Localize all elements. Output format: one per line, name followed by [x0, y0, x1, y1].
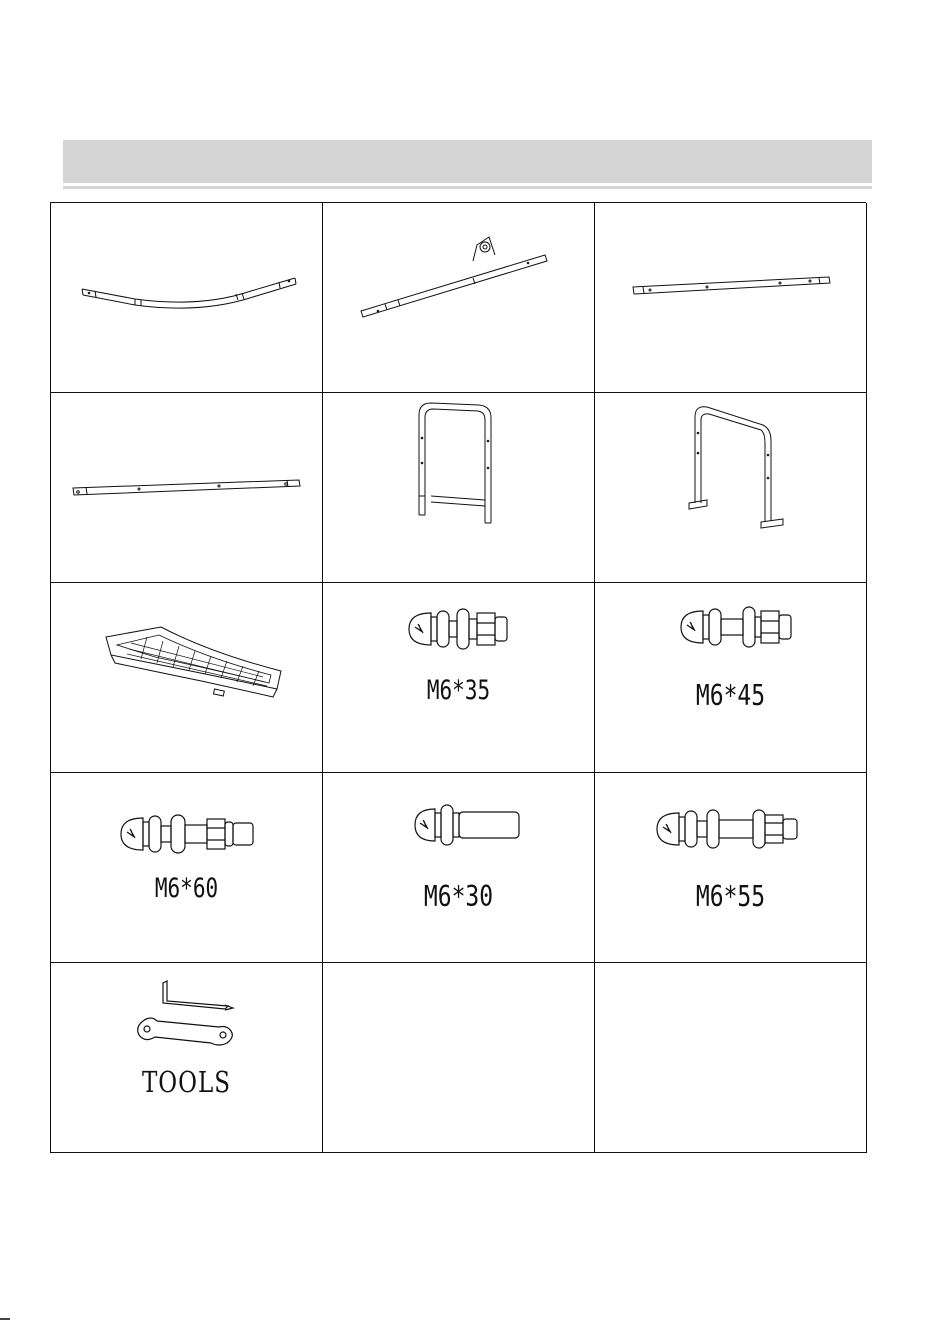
part-label-m6-30: M6*30: [423, 880, 494, 914]
u-frame-drawing: [323, 393, 594, 582]
part-label-m6-55: M6*55: [695, 880, 766, 914]
part-cell-u-frame: [323, 393, 595, 583]
bolt-m6-45-drawing: [595, 583, 866, 772]
part-cell-bracket-tube: [323, 203, 595, 393]
part-cell-bolt-m6-30: [323, 773, 595, 963]
part-cell-u-frame-feet: [595, 393, 867, 583]
part-cell-empty-1: [323, 963, 595, 1153]
tools-drawing: [51, 963, 322, 1152]
u-frame-feet-drawing: [595, 393, 866, 582]
parts-grid: [50, 202, 866, 1153]
part-cell-bolt-m6-45: [595, 583, 867, 773]
page-edge-mark: [0, 1318, 10, 1320]
bolt-m6-60-drawing: [51, 773, 322, 962]
section-header-bar: [63, 140, 872, 183]
part-cell-bolt-m6-55: [595, 773, 867, 963]
straight-bar-1-drawing: [595, 203, 866, 392]
part-cell-tools: [51, 963, 323, 1153]
bolt-m6-30-drawing: [323, 773, 594, 962]
part-cell-curved-tube: [51, 203, 323, 393]
part-cell-straight-bar-2: [51, 393, 323, 583]
part-cell-bolt-m6-60: [51, 773, 323, 963]
part-cell-empty-2: [595, 963, 867, 1153]
part-cell-bolt-m6-35: [323, 583, 595, 773]
bracket-tube-drawing: [323, 203, 594, 392]
step-pedal-drawing: [51, 583, 322, 772]
part-cell-straight-bar-1: [595, 203, 867, 393]
part-label-m6-35: M6*35: [426, 675, 491, 705]
section-header-rule: [63, 186, 872, 189]
part-cell-step-pedal: [51, 583, 323, 773]
part-label-m6-60: M6*60: [154, 873, 219, 903]
part-label-tools: TOOLS: [141, 1066, 232, 1100]
part-label-m6-45: M6*45: [695, 679, 766, 713]
straight-bar-2-drawing: [51, 393, 322, 582]
curved-tube-drawing: [51, 203, 322, 392]
bolt-m6-55-drawing: [595, 773, 866, 962]
